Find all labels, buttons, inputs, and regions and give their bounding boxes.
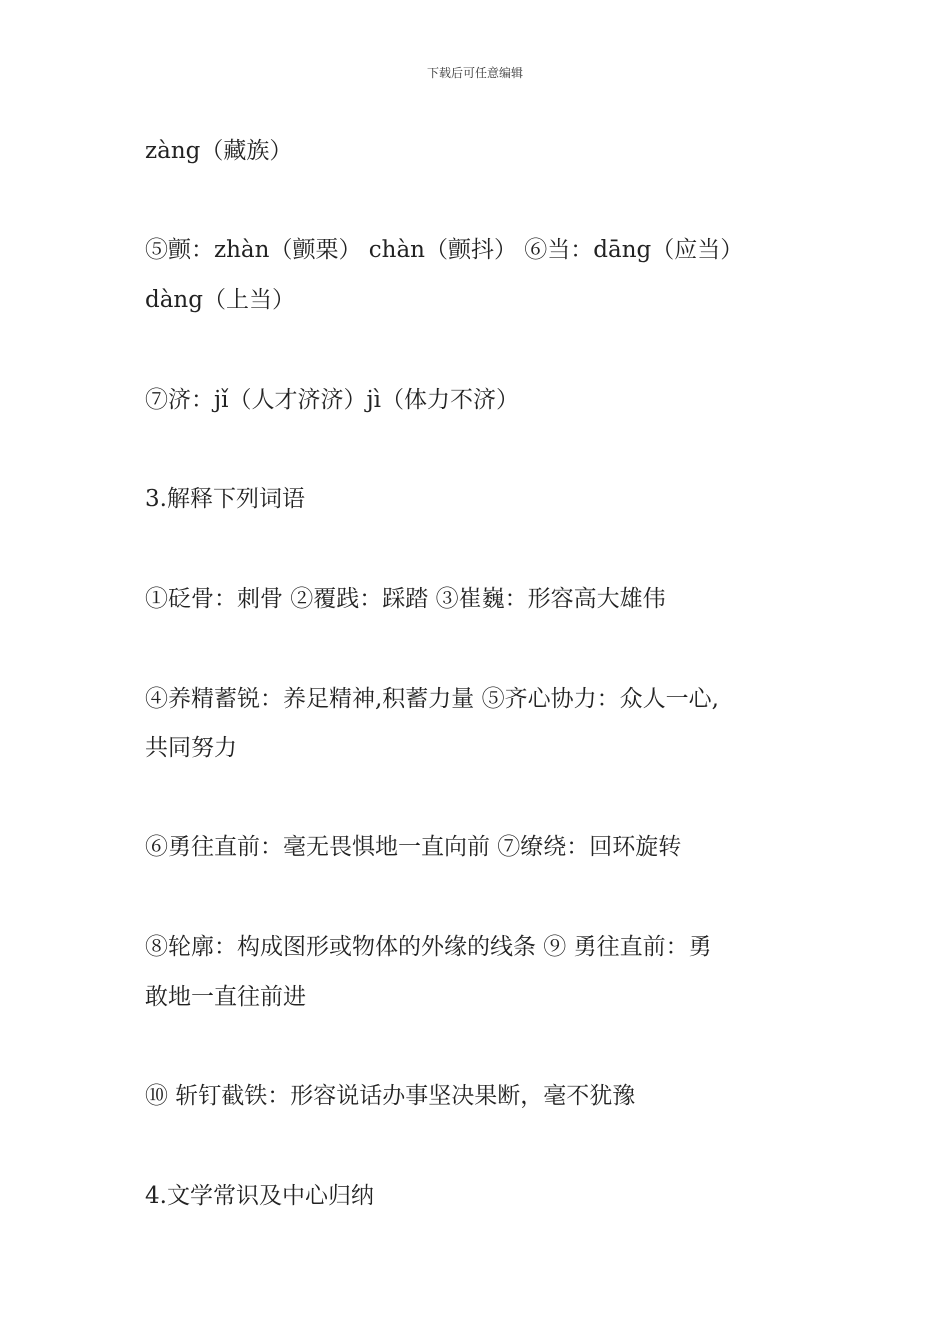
- text-line: ④养精蓄锐：养足精神,积蓄力量 ⑤齐心协力：众人一心,: [145, 686, 719, 712]
- text-line: 共同努力: [145, 735, 237, 761]
- text-line: dàng（上当）: [145, 287, 295, 313]
- section-heading: 4.文学常识及中心归纳: [145, 1183, 374, 1209]
- section-heading: 3.解释下列词语: [145, 486, 305, 512]
- text-line: ⑤颤：zhàn（颤栗） chàn（颤抖） ⑥当：dāng（应当）: [145, 237, 744, 263]
- page-header: 下载后可任意编辑: [426, 66, 523, 80]
- text-line: 敢地一直往前进: [145, 984, 306, 1010]
- text-line: zàng（藏族）: [145, 138, 293, 164]
- text-line: ①砭骨：刺骨 ②覆践：踩踏 ③崔巍：形容高大雄伟: [145, 586, 666, 612]
- text-line: ⑥勇往直前：毫无畏惧地一直向前 ⑦缭绕：回环旋转: [145, 834, 682, 860]
- text-line: ⑧轮廓：构成图形或物体的外缘的线条 ⑨ 勇往直前：勇: [145, 934, 712, 960]
- text-line: ⑦济：jǐ（人才济济）jì（体力不济）: [145, 387, 519, 413]
- text-line: ⑩ 斩钉截铁：形容说话办事坚决果断，毫不犹豫: [145, 1083, 636, 1109]
